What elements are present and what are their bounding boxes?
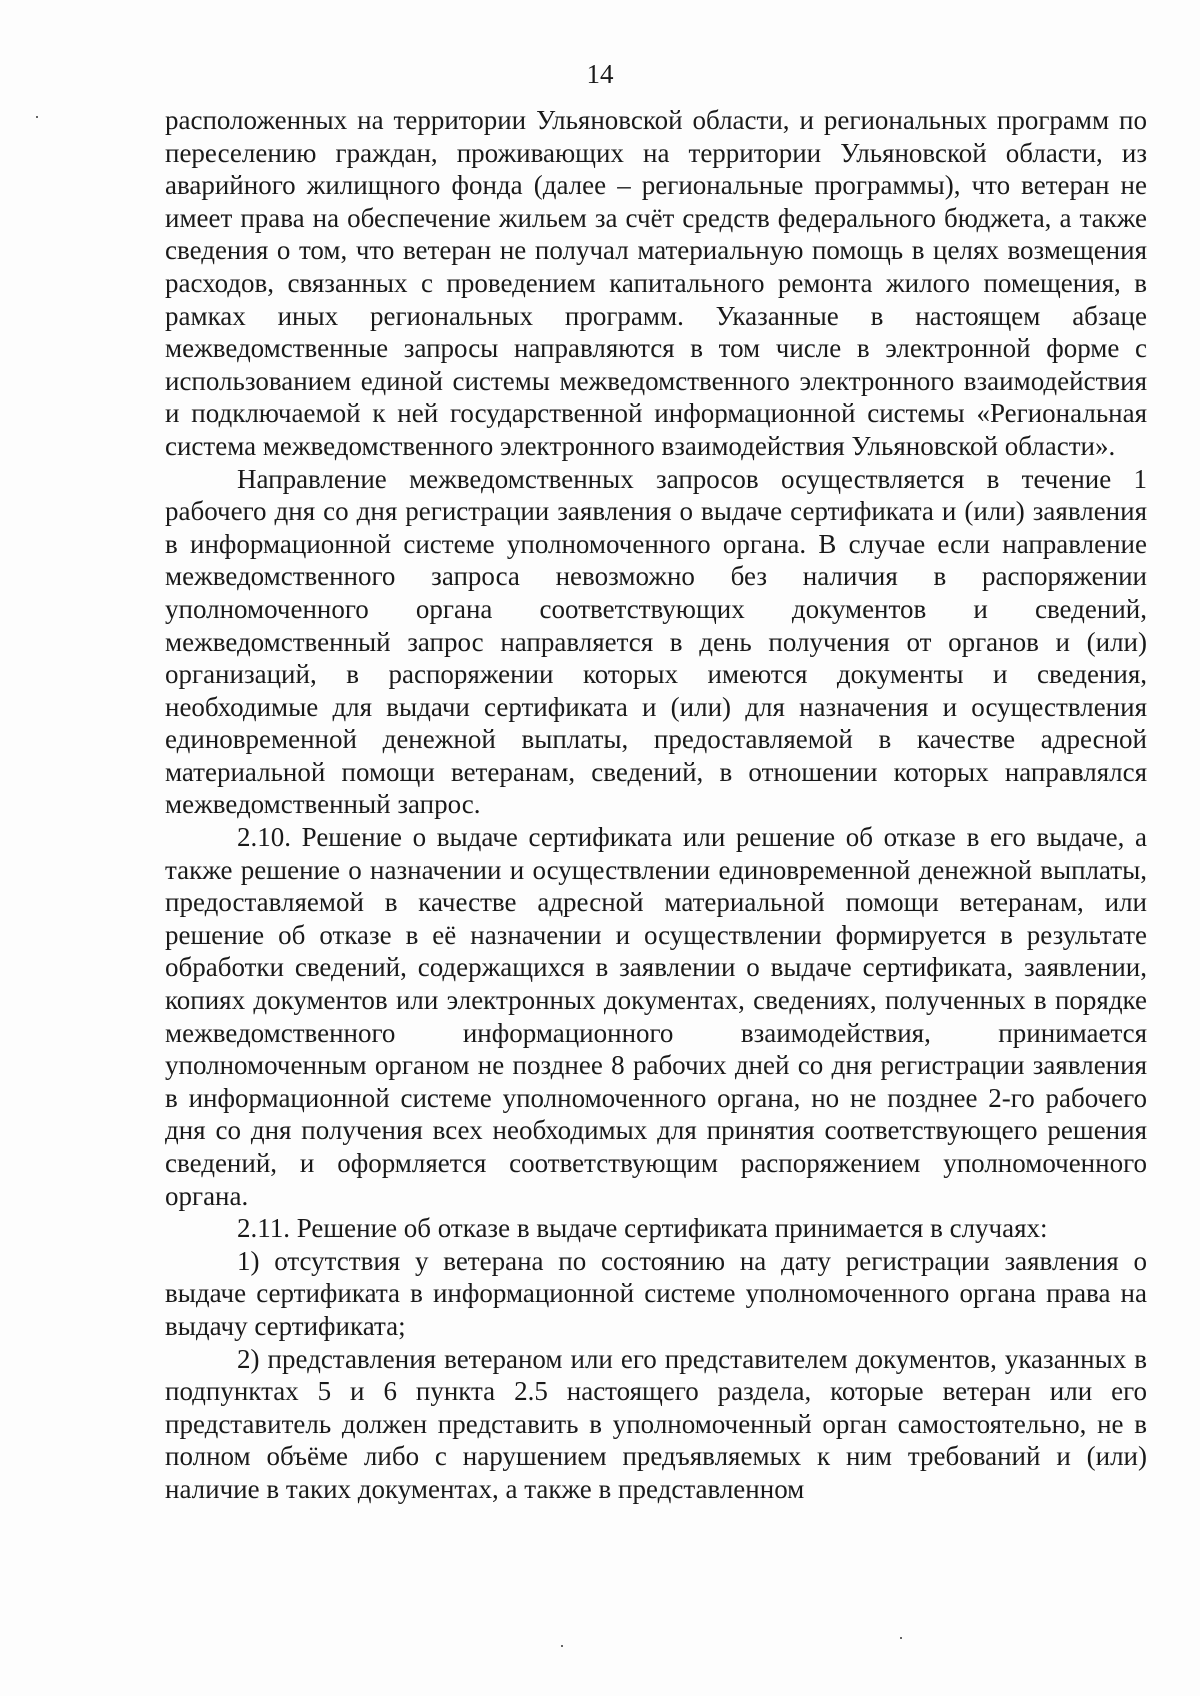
scan-speck — [36, 116, 38, 118]
paragraph-interagency-requests: Направление межведомственных запросов осуществляется в течение 1 рабочего дня со дня регистрации заявления о выдаче сертификата и (или) заявления в информационной системе уполномоченного органа. В случае если направление межведомственного запроса невозможно без наличия в распоряжении уполномоченного органа соответствующих документов и сведений, межведомственный запрос направляется в день получения от органов и (или) организаций, в распоряжении которых имеются документы и сведения, необходимые для выдачи сертификата и (или) для назначения и осуществления единовременной денежной выплаты, предоставляемой в качестве адресной материальной помощи ветеранам, сведений, в отношении которых направлялся межведомственный запрос. — [165, 463, 1147, 820]
page-number: 14 — [586, 59, 614, 89]
list-item-2: 2) представления ветераном или его представителем документов, указанных в подпунктах 5 и 6 пункта 2.5 настоящего раздела, которые ветеран или его представитель должен представить в уполномоченный орган самостоятельно, не в полном объёме либо с нарушением предъявляемых к ним требований и (или) наличие в таких документах, а также в представленном — [165, 1343, 1147, 1504]
paragraph-2-10: 2.10. Решение о выдаче сертификата или решение об отказе в его выдаче, а также решение о назначении и осуществлении единовременной денежной выплаты, предоставляемой в качестве адресной материальной помощи ветеранам, или решение об отказе в её назначении и осуществлении формируется в результате обработки сведений, содержащихся в заявлении о выдаче сертификата, заявлении, копиях документов или электронных документах, сведениях, полученных в порядке межведомственного информационного взаимодействия, принимается уполномоченным органом не позднее 8 рабочих дней со дня регистрации заявления в информационной системе уполномоченного органа, но не позднее 2-го рабочего дня со дня получения всех необходимых для принятия соответствующего решения сведений, и оформляется соответствующим распоряжением уполномоченного органа. — [165, 822, 1147, 1211]
scan-speck — [561, 1645, 563, 1647]
document-body — [165, 104, 1147, 1506]
list-item-1: 1) отсутствия у ветерана по состоянию на дату регистрации заявления о выдаче сертификата в информационной системе уполномоченного органа права на выдачу сертификата; — [165, 1245, 1147, 1341]
paragraph-continuation: расположенных на территории Ульяновской области, и региональных программ по переселению граждан, проживающих на территории Ульяновской области, из аварийного жилищного фонда (далее – региональные программы), что ветеран не имеет права на обеспечение жильем за счёт средств федерального бюджета, а также сведения о том, что ветеран не получал материальную помощь в целях возмещения расходов, связанных с проведением капитального ремонта жилого помещения, в рамках иных региональных программ. Указанные в настоящем абзаце межведомственные запросы направляются в том числе в электронной форме с использованием единой системы межведомственного электронного взаимодействия и подключаемой к ней государственной информационной системы «Региональная система межведомственного электронного взаимодействия Ульяновской области». — [165, 105, 1147, 461]
paragraph-2-11: 2.11. Решение об отказе в выдаче сертификата принимается в случаях: — [237, 1213, 1048, 1244]
scan-speck — [900, 1637, 902, 1639]
